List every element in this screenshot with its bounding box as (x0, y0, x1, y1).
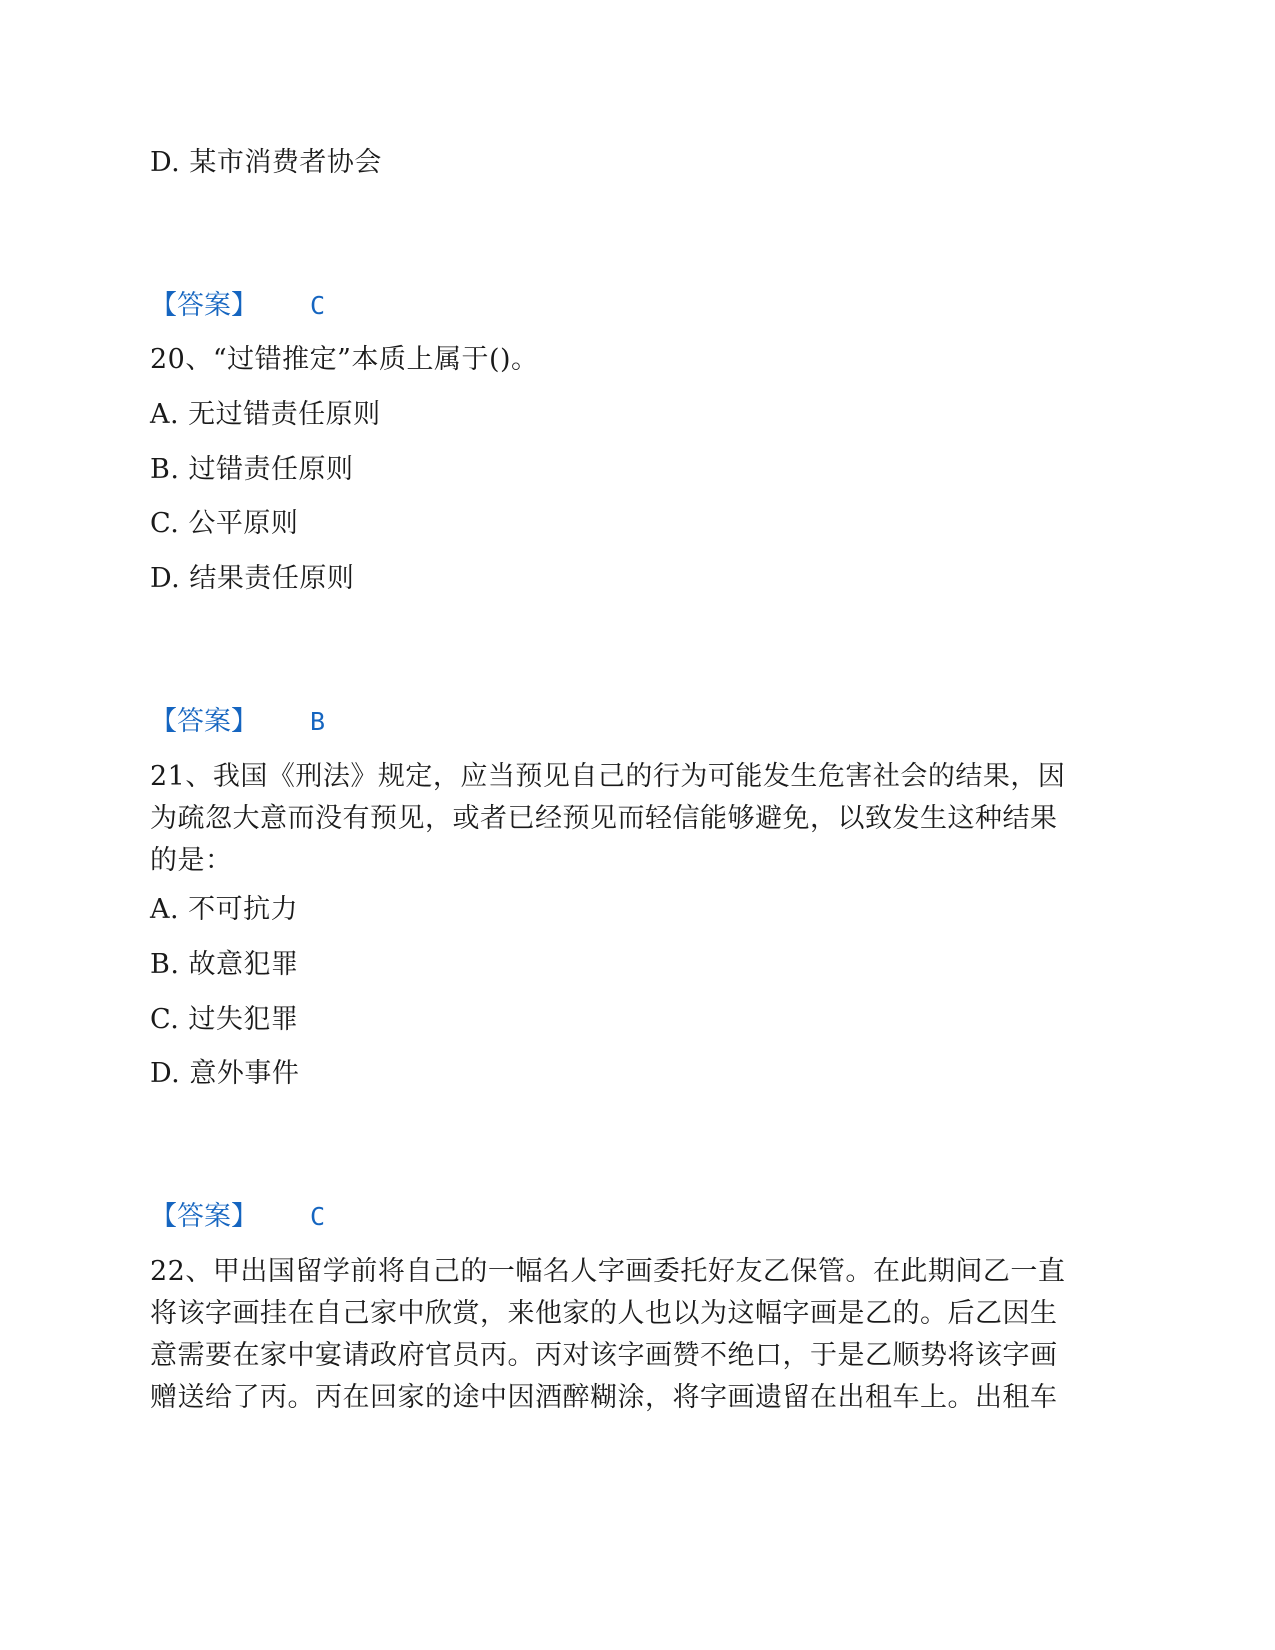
answer-value: C (310, 1202, 326, 1231)
q20-answer (150, 702, 325, 742)
q20-stem: 20、“过错推定”本质上属于()。 (150, 344, 539, 375)
q20-option-c: C. 公平原则 (150, 508, 299, 539)
answer-value: B (310, 707, 326, 736)
q22-stem-line: 赠送给了丙。丙在回家的途中因酒醉糊涂，将字画遗留在出租车上。出租车 (150, 1382, 1058, 1413)
q21-stem (150, 756, 1115, 882)
q21-option-a: A. 不可抗力 (150, 894, 299, 925)
q22-stem (150, 1251, 1115, 1419)
answer-value: C (310, 291, 326, 320)
q20-option-b: B. 过错责任原则 (150, 454, 354, 485)
q22-stem-line: 22、甲出国留学前将自己的一幅名人字画委托好友乙保管。在此期间乙一直 (150, 1256, 1066, 1287)
q22-stem-line: 意需要在家中宴请政府官员丙。丙对该字画赞不绝口，于是乙顺势将该字画 (150, 1340, 1058, 1371)
q20-option-a: A. 无过错责任原则 (150, 399, 381, 430)
q21-stem-line: 21、我国《刑法》规定，应当预见自己的行为可能发生危害社会的结果，因 (150, 761, 1066, 792)
q21-option-d: D. 意外事件 (150, 1058, 300, 1089)
answer-label: 【答案】 (150, 706, 258, 737)
q19-answer (150, 286, 325, 326)
q21-answer (150, 1197, 325, 1237)
q22-stem-line: 将该字画挂在自己家中欣赏，来他家的人也以为这幅字画是乙的。后乙因生 (150, 1298, 1058, 1329)
answer-label: 【答案】 (150, 1201, 258, 1232)
q19-option-d: D. 某市消费者协会 (150, 147, 382, 178)
q20-option-d: D. 结果责任原则 (150, 563, 355, 594)
q21-option-c: C. 过失犯罪 (150, 1004, 299, 1035)
q21-stem-line: 的是： (150, 845, 233, 876)
q21-option-b: B. 故意犯罪 (150, 949, 299, 980)
answer-label: 【答案】 (150, 290, 258, 321)
q21-stem-line: 为疏忽大意而没有预见，或者已经预见而轻信能够避免，以致发生这种结果 (150, 803, 1058, 834)
